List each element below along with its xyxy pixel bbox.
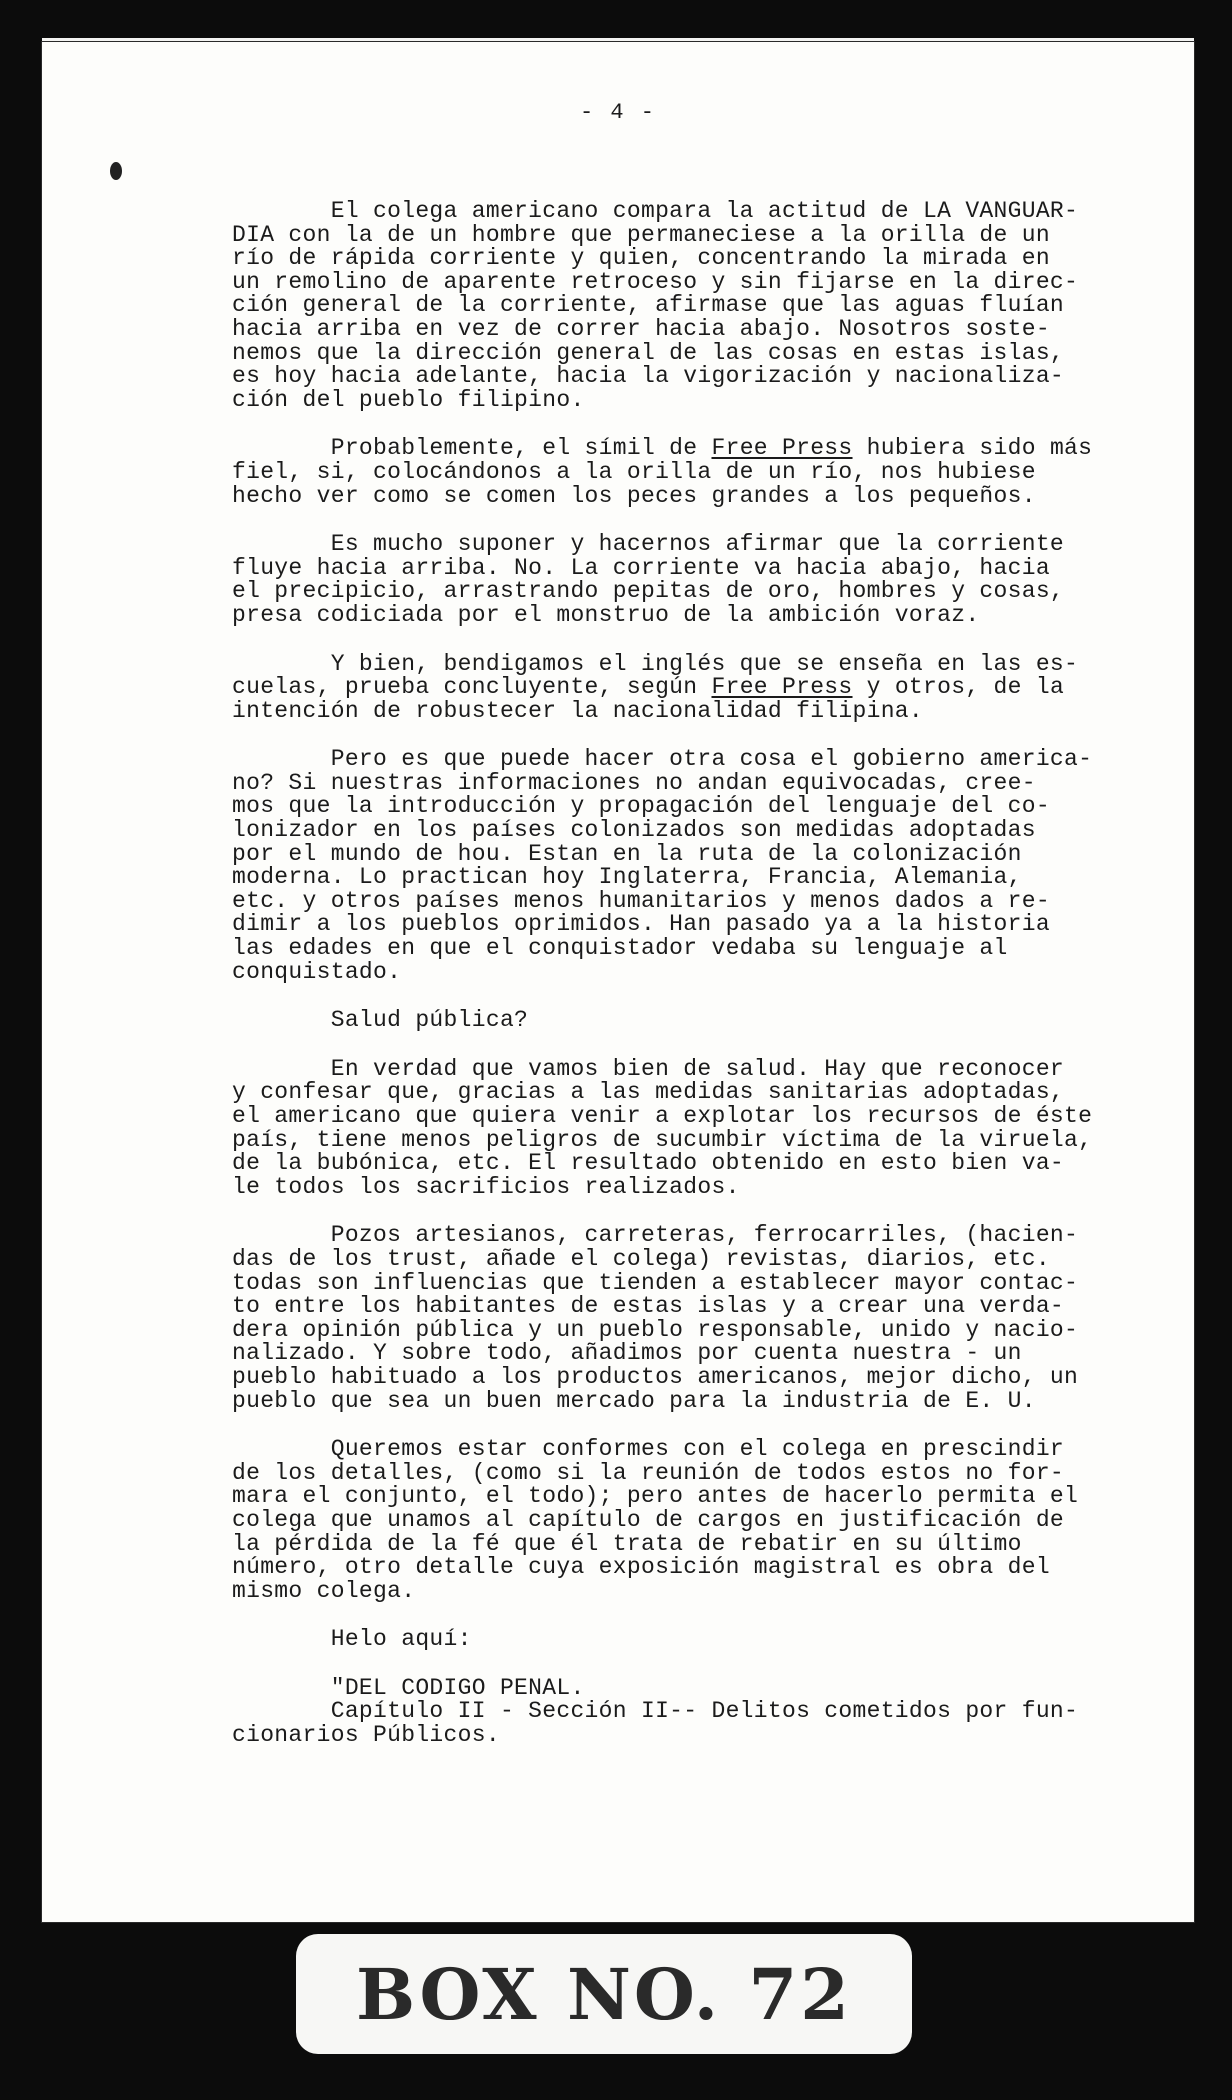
paragraph (232, 1009, 1142, 1033)
text-line: el precipicio, arrastrando pepitas de oro, hombres y cosas, (232, 578, 1065, 605)
text-line: presa codiciada por el monstruo de la ambición voraz. (232, 601, 980, 628)
text-line: das de los trust, añade el colega) revistas, diarios, etc. (232, 1245, 1050, 1272)
text-line: le todos los sacrificios realizados. (232, 1173, 740, 1200)
underlined-term: Free Press (711, 674, 853, 701)
text-line: moderna. Lo practican hoy Inglaterra, Francia, Alemania, (232, 864, 1022, 891)
text-line: Helo aquí: (232, 1626, 472, 1653)
document-body (232, 200, 1142, 1773)
box-number-text: BOX NO. 72 (356, 1952, 852, 2036)
paragraph (232, 1628, 1142, 1652)
text-line: y confesar que, gracias a las medidas sanitarias adoptadas, (232, 1079, 1065, 1106)
text-line: un remolino de aparente retroceso y sin fijarse en la direc- (232, 268, 1079, 295)
text-line: Probablemente, el símil de Free Press hubiera sido más (232, 435, 1093, 462)
text-line: conquistado. (232, 958, 402, 985)
text-line: dimir a los pueblos oprimidos. Han pasado ya a la historia (232, 911, 1050, 938)
text-line: Y bien, bendigamos el inglés que se enseña en las es- (232, 650, 1079, 677)
archive-box-label (296, 1934, 912, 2054)
text-line: no? Si nuestras informaciones no andan equivocadas, cree- (232, 769, 1036, 796)
text-line: to entre los habitantes de estas islas y a crear una verda- (232, 1293, 1065, 1320)
text-line: hacia arriba en vez de correr hacia abajo. Nosotros soste- (232, 315, 1050, 342)
paragraph (232, 1438, 1142, 1603)
text-line: En verdad que vamos bien de salud. Hay que reconocer (232, 1055, 1065, 1082)
text-line: de la bubónica, etc. El resultado obtenido en esto bien va- (232, 1150, 1065, 1177)
paragraph (232, 533, 1142, 627)
text-line: dera opinión pública y un pueblo responsable, unido y nacio- (232, 1316, 1079, 1343)
text-line: nemos que la dirección general de las cosas en estas islas, (232, 339, 1065, 366)
text-line: intención de robustecer la nacionalidad filipina. (232, 697, 924, 724)
text-line: nalizado. Y sobre todo, añadimos por cuenta nuestra - un (232, 1340, 1022, 1367)
text-line: Pero es que puede hacer otra cosa el gobierno america- (232, 746, 1093, 773)
text-line: todas son influencias que tienden a establecer mayor contac- (232, 1269, 1079, 1296)
text-line: mismo colega. (232, 1577, 416, 1604)
paragraph (232, 650, 1142, 724)
text-line: colega que unamos al capítulo de cargos en justificación de (232, 1506, 1065, 1533)
text-line: fluye hacia arriba. No. La corriente va hacia abajo, hacia (232, 554, 1050, 581)
page-number: - 4 - (579, 100, 656, 125)
text-line: ción general de la corriente, afirmase que las aguas fluían (232, 292, 1065, 319)
text-line: por el mundo de hou. Estan en la ruta de la colonización (232, 840, 1022, 867)
paragraph (232, 1055, 1142, 1200)
paragraph (232, 200, 1142, 412)
paragraph (232, 748, 1142, 984)
text-line: Capítulo II - Sección II-- Delitos cometidos por fun- (232, 1698, 1079, 1725)
text-line: río de rápida corriente y quien, concentrando la mirada en (232, 245, 1050, 272)
paragraph (232, 1224, 1142, 1413)
text-line: pueblo habituado a los productos americanos, mejor dicho, un (232, 1363, 1079, 1390)
text-line: DIA con la de un hombre que permaneciese a la orilla de un (232, 221, 1050, 248)
text-line: el americano que quiera venir a explotar los recursos de éste (232, 1103, 1093, 1129)
text-line: lonizador en los países colonizados son medidas adoptadas (232, 817, 1036, 844)
text-line: fiel, si, colocándonos a la orilla de un río, nos hubiese (232, 458, 1036, 485)
text-line: ción del pueblo filipino. (232, 386, 585, 413)
underlined-term: Free Press (711, 435, 853, 462)
text-line: mos que la introducción y propagación del lenguaje del co- (232, 793, 1050, 820)
text-line: etc. y otros países menos humanitarios y menos dados a re- (232, 887, 1050, 914)
text-line: Pozos artesianos, carreteras, ferrocarriles, (hacien- (232, 1222, 1079, 1249)
paragraph (232, 437, 1142, 508)
text-line: mara el conjunto, el todo); pero antes de hacerlo permita el (232, 1483, 1079, 1510)
text-line: Salud pública? (232, 1007, 529, 1034)
text-line: Queremos estar conformes con el colega en prescindir (232, 1436, 1065, 1463)
text-line: de los detalles, (como si la reunión de todos estos no for- (232, 1459, 1065, 1486)
text-line: hecho ver como se comen los peces grandes a los pequeños. (232, 482, 1036, 509)
text-line: El colega americano compara la actitud de LA VANGUAR- (232, 198, 1079, 224)
text-line: país, tiene menos peligros de sucumbir víctima de la viruela, (232, 1126, 1093, 1153)
text-line: pueblo que sea un buen mercado para la industria de E. U. (232, 1387, 1036, 1414)
punch-hole-mark (110, 162, 122, 180)
paragraph (232, 1674, 1142, 1749)
text-line: la pérdida de la fé que él trata de rebatir en su último (232, 1530, 1022, 1557)
text-line: número, otro detalle cuya exposición magistral es obra del (232, 1554, 1050, 1581)
text-line: es hoy hacia adelante, hacia la vigorización y nacionaliza- (232, 363, 1065, 390)
text-line: cuelas, prueba concluyente, según Free Press y otros, de la (232, 674, 1065, 701)
text-line: las edades en que el conquistador vedaba su lenguaje al (232, 935, 1008, 962)
text-line: "DEL CODIGO PENAL. (232, 1674, 585, 1701)
text-line: cionarios Públicos. (232, 1722, 500, 1749)
text-line: Es mucho suponer y hacernos afirmar que la corriente (232, 531, 1065, 558)
